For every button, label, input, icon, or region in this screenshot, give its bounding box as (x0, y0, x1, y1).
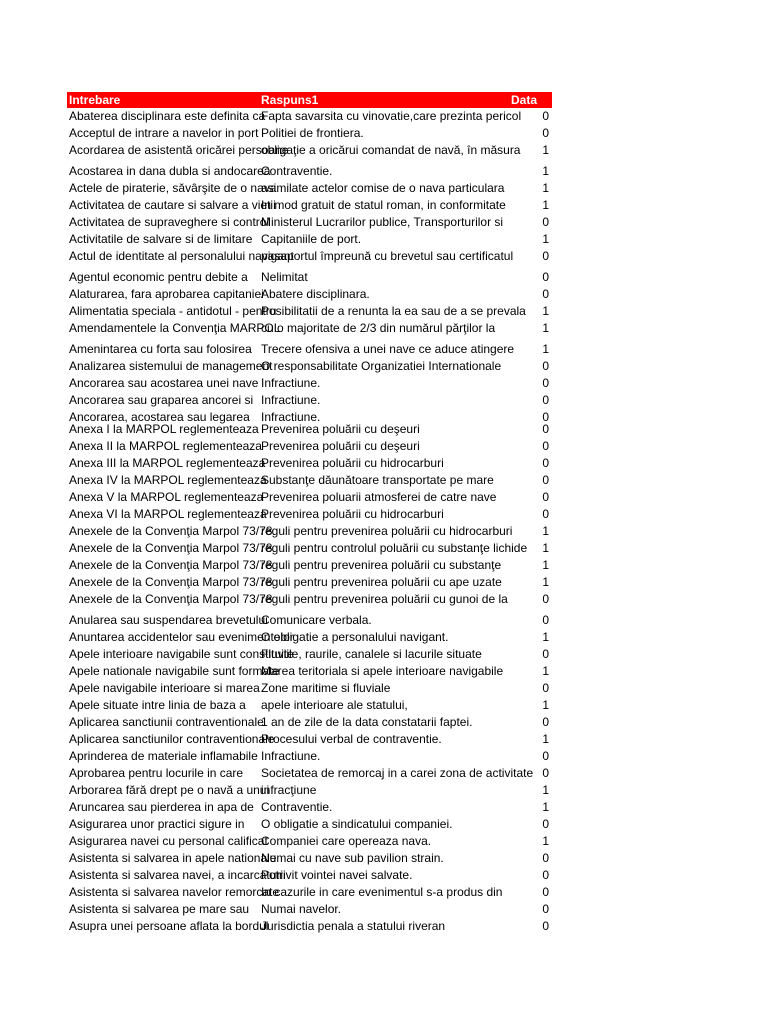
question-cell: Anularea sau suspendarea brevetului (69, 613, 268, 627)
question-cell: Ancorarea, acostarea sau legarea (69, 410, 250, 424)
answer-cell: Fluviile, raurile, canalele si lacurile situate (261, 647, 482, 661)
data-cell: 0 (542, 592, 549, 606)
table-row (67, 489, 552, 505)
answer-cell: Companiei care opereaza nava. (261, 834, 432, 848)
table-row (67, 523, 552, 539)
question-cell: Alimentatia speciala - antidotul - pentru (69, 304, 277, 318)
data-cell: 0 (542, 681, 549, 695)
data-cell: 0 (542, 715, 549, 729)
answer-cell: Jurisdictia penala a statului riveran (261, 919, 446, 933)
table-row (67, 231, 552, 247)
answer-cell: Trecere ofensiva a unei nave ce aduce atingere (261, 342, 515, 356)
question-cell: Ancorarea sau graparea ancorei si (69, 393, 254, 407)
data-cell: 0 (542, 456, 549, 470)
table-row (67, 163, 552, 179)
answer-cell: Numai navelor. (261, 902, 342, 916)
question-cell: Apele navigabile interioare si marea (69, 681, 260, 695)
answer-cell: Zone maritime si fluviale (261, 681, 391, 695)
table-row (67, 697, 552, 713)
data-cell: 0 (542, 359, 549, 373)
question-cell: Aplicarea sanctiunilor contraventionale (69, 732, 275, 746)
question-cell: Acostarea in dana dubla si andocarea (69, 164, 271, 178)
question-cell: Anexa III la MARPOL reglementeaza (69, 456, 266, 470)
answer-cell: Procesului verbal de contraventie. (261, 732, 442, 746)
answer-cell: reguli pentru prevenirea poluării cu substanţe (261, 558, 502, 572)
question-cell: Anexele de la Convenţia Marpol 73/78 (69, 541, 273, 555)
table-row (67, 180, 552, 196)
data-cell: 0 (542, 817, 549, 831)
answer-cell: Contraventie. (261, 164, 333, 178)
data-cell: 0 (542, 766, 549, 780)
answer-cell: 1 an de zile de la data constatarii faptei. (261, 715, 473, 729)
data-cell: 1 (542, 558, 549, 572)
question-cell: Amendamentele la Convenţia MARPOL (69, 321, 281, 335)
table-row (67, 540, 552, 556)
question-cell: Acceptul de intrare a navelor in port (69, 126, 259, 140)
answer-cell: In mod gratuit de statul roman, in conformitate (261, 198, 506, 212)
question-cell: Anexa IV la MARPOL reglementeaza (69, 473, 267, 487)
question-cell: Aprobarea pentru locurile in care (69, 766, 244, 780)
table-row (67, 714, 552, 730)
question-cell: Anexa I la MARPOL reglementeaza (69, 422, 259, 436)
header-data: Data (511, 93, 538, 107)
data-cell: 0 (542, 749, 549, 763)
answer-cell: Capitaniile de port. (261, 232, 362, 246)
answer-cell: Prevenirea poluării cu hidrocarburi (261, 456, 444, 470)
table-row (67, 341, 552, 357)
answer-cell: Politiei de frontiera. (261, 126, 364, 140)
data-cell: 0 (542, 507, 549, 521)
data-cell: 1 (542, 232, 549, 246)
data-cell: 0 (542, 422, 549, 436)
question-cell: Anexa V la MARPOL reglementeaza (69, 490, 264, 504)
data-cell: 1 (542, 164, 549, 178)
answer-cell: Contraventie. (261, 800, 333, 814)
question-cell: Analizarea sistemului de management (69, 359, 273, 373)
data-cell: 0 (542, 851, 549, 865)
data-cell: 0 (542, 473, 549, 487)
answer-cell: reguli pentru controlul poluării cu substanţe lichide (261, 541, 528, 555)
table-row (67, 850, 552, 866)
question-cell: Agentul economic pentru debite a (69, 270, 248, 284)
data-cell: 0 (542, 215, 549, 229)
table-row (67, 392, 552, 408)
question-cell: Activitatea de supraveghere si control (69, 215, 270, 229)
table-row (67, 455, 552, 471)
data-cell: 1 (542, 630, 549, 644)
question-cell: Anexele de la Convenţia Marpol 73/78 (69, 558, 273, 572)
question-cell: Asigurarea unor practici sigure in (69, 817, 245, 831)
data-cell: 1 (542, 304, 549, 318)
table-row (67, 816, 552, 832)
data-cell: 0 (542, 109, 549, 123)
answer-cell: Ministerul Lucrarilor publice, Transporturilor si (261, 215, 504, 229)
table-row (67, 574, 552, 590)
question-cell: Asupra unei persoane aflata la bordul (69, 919, 269, 933)
answer-cell: cu o majoritate de 2/3 din numărul părţilor la (261, 321, 496, 335)
question-cell: Asigurarea navei cu personal calificat (69, 834, 268, 848)
data-cell: 0 (542, 919, 549, 933)
question-cell: Ancorarea sau acostarea unei nave (69, 376, 259, 390)
answer-cell: pasaportul împreună cu brevetul sau certificatul (261, 249, 514, 263)
table-row (67, 197, 552, 213)
question-cell: Aprinderea de materiale inflamabile (69, 749, 258, 763)
data-cell: 0 (542, 287, 549, 301)
table-row (67, 125, 552, 141)
answer-cell: Infractiune. (261, 410, 321, 424)
table-row (67, 867, 552, 883)
table-row (67, 108, 552, 124)
data-cell: 0 (542, 902, 549, 916)
answer-cell: Prevenirea poluării cu deşeuri (261, 422, 420, 436)
answer-cell: O obligatie a sindicatului companiei. (261, 817, 453, 831)
data-cell: 0 (542, 249, 549, 263)
data-cell: 0 (542, 613, 549, 627)
question-cell: Aplicarea sanctiunii contraventionale (69, 715, 264, 729)
question-cell: Apele situate intre linia de baza a (69, 698, 246, 712)
question-cell: Asistenta si salvarea navei, a incarcaturii (69, 868, 286, 882)
question-cell: Asistenta si salvarea navelor remorcate (69, 885, 280, 899)
data-cell: 0 (542, 490, 549, 504)
table-row (67, 629, 552, 645)
table-row (67, 918, 552, 934)
answer-cell: Nelimitat (261, 270, 308, 284)
data-cell: 0 (542, 868, 549, 882)
data-cell: 1 (542, 342, 549, 356)
data-cell: 0 (542, 439, 549, 453)
answer-cell: Marea teritoriala si apele interioare navigabile (261, 664, 504, 678)
data-cell: 1 (542, 800, 549, 814)
table-row (67, 591, 552, 607)
table-row (67, 884, 552, 900)
data-cell: 1 (542, 575, 549, 589)
answer-cell: obligaţie a oricărui comandat de navă, în măsura (261, 143, 521, 157)
table-row (67, 421, 552, 437)
question-cell: Anexa II la MARPOL reglementeaza (69, 439, 262, 453)
table-row (67, 663, 552, 679)
question-cell: Actele de piraterie, săvârşite de o nava (69, 181, 277, 195)
data-cell: 1 (542, 783, 549, 797)
table-row (67, 214, 552, 230)
data-cell: 1 (542, 664, 549, 678)
header-raspuns1: Raspuns1 (261, 93, 319, 107)
question-cell: Actul de identitate al personalului navigant (69, 249, 294, 263)
table-row (67, 557, 552, 573)
table-row (67, 748, 552, 764)
answer-cell: Prevenirea poluării cu deşeuri (261, 439, 420, 453)
data-cell: 1 (542, 524, 549, 538)
table-row (67, 799, 552, 815)
question-cell: Activitatea de cautare si salvare a vietii (69, 198, 276, 212)
table-row (67, 731, 552, 747)
answer-cell: O obligatie a personalului navigant. (261, 630, 449, 644)
data-cell: 0 (542, 270, 549, 284)
answer-cell: Societatea de remorcaj in a carei zona de activitate (261, 766, 534, 780)
data-cell: 1 (542, 541, 549, 555)
data-cell: 0 (542, 410, 549, 424)
data-cell: 0 (542, 126, 549, 140)
answer-cell: In cazurile in care evenimentul s-a produs din (261, 885, 503, 899)
answer-cell: Substanţe dăunătoare transportate pe mare (261, 473, 494, 487)
answer-cell: Prevenirea poluării cu hidrocarburi (261, 507, 444, 521)
data-cell: 1 (542, 698, 549, 712)
data-cell: 1 (542, 198, 549, 212)
answer-cell: Prevenirea poluarii atmosferei de catre nave (261, 490, 497, 504)
header-intrebare: Intrebare (69, 93, 121, 107)
answer-cell: Fapta savarsita cu vinovatie,care prezinta pericol (261, 109, 522, 123)
question-cell: Anuntarea accidentelor sau evenimentelor (69, 630, 294, 644)
answer-cell: Abatere disciplinara. (261, 287, 370, 301)
question-cell: Activitatile de salvare si de limitare (69, 232, 253, 246)
data-cell: 0 (542, 376, 549, 390)
answer-cell: apele interioare ale statului, (261, 698, 408, 712)
table-row (67, 646, 552, 662)
table-row (67, 142, 552, 158)
table-row (67, 472, 552, 488)
question-cell: Abaterea disciplinara este definita ca (69, 109, 266, 123)
question-cell: Amenintarea cu forta sau folosirea (69, 342, 252, 356)
table-row (67, 833, 552, 849)
table-row (67, 286, 552, 302)
table-row (67, 248, 552, 264)
table-row (67, 506, 552, 522)
table-row (67, 765, 552, 781)
answer-cell: Potrivit vointei navei salvate. (261, 868, 413, 882)
table-row (67, 303, 552, 319)
answer-cell: Infractiune. (261, 393, 321, 407)
data-cell: 0 (542, 885, 549, 899)
question-cell: Anexa VI la MARPOL reglementeaza (69, 507, 267, 521)
table-row (67, 358, 552, 374)
table-row (67, 612, 552, 628)
question-cell: Acordarea de asistentă oricărei persoane (69, 143, 289, 157)
question-cell: Apele interioare navigabile sunt constituite (69, 647, 294, 661)
data-cell: 1 (542, 143, 549, 157)
question-cell: Asistenta si salvarea in apele nationale (69, 851, 277, 865)
answer-cell: Posibilitatii de a renunta la ea sau de a se prevala (261, 304, 526, 318)
question-cell: Aruncarea sau pierderea in apa de (69, 800, 254, 814)
question-cell: Asistenta si salvarea pe mare sau (69, 902, 250, 916)
question-cell: Anexele de la Convenţia Marpol 73/78 (69, 524, 273, 538)
data-cell: 0 (542, 393, 549, 407)
answer-cell: asimilate actelor comise de o nava particulara (261, 181, 505, 195)
answer-cell: reguli pentru prevenirea poluării cu ape uzate (261, 575, 502, 589)
table-row (67, 438, 552, 454)
table-row (67, 680, 552, 696)
data-cell: 0 (542, 647, 549, 661)
table-row (67, 375, 552, 391)
table-row (67, 320, 552, 336)
answer-cell: reguli pentru prevenirea poluării cu hidrocarburi (261, 524, 513, 538)
question-cell: Anexele de la Convenţia Marpol 73/78 (69, 575, 273, 589)
table-row (67, 782, 552, 798)
table-row (67, 269, 552, 285)
answer-cell: O responsabilitate Organizatiei Internationale (261, 359, 502, 373)
data-cell: 1 (542, 732, 549, 746)
question-cell: Apele nationale navigabile sunt formate (69, 664, 280, 678)
data-cell: 1 (542, 834, 549, 848)
answer-cell: Numai cu nave sub pavilion strain. (261, 851, 444, 865)
question-cell: Arborarea fără drept pe o navă a unui (69, 783, 270, 797)
answer-cell: Infractiune. (261, 376, 321, 390)
header-row (67, 92, 552, 108)
data-cell: 1 (542, 321, 549, 335)
data-cell: 1 (542, 181, 549, 195)
answer-cell: Infractiune. (261, 749, 321, 763)
answer-cell: reguli pentru prevenirea poluării cu gunoi de la (261, 592, 508, 606)
answer-cell: infracţiune (261, 783, 317, 797)
question-cell: Anexele de la Convenţia Marpol 73/78 (69, 592, 273, 606)
answer-cell: Comunicare verbala. (261, 613, 372, 627)
table-row (67, 901, 552, 917)
question-cell: Alaturarea, fara aprobarea capitaniei (69, 287, 264, 301)
